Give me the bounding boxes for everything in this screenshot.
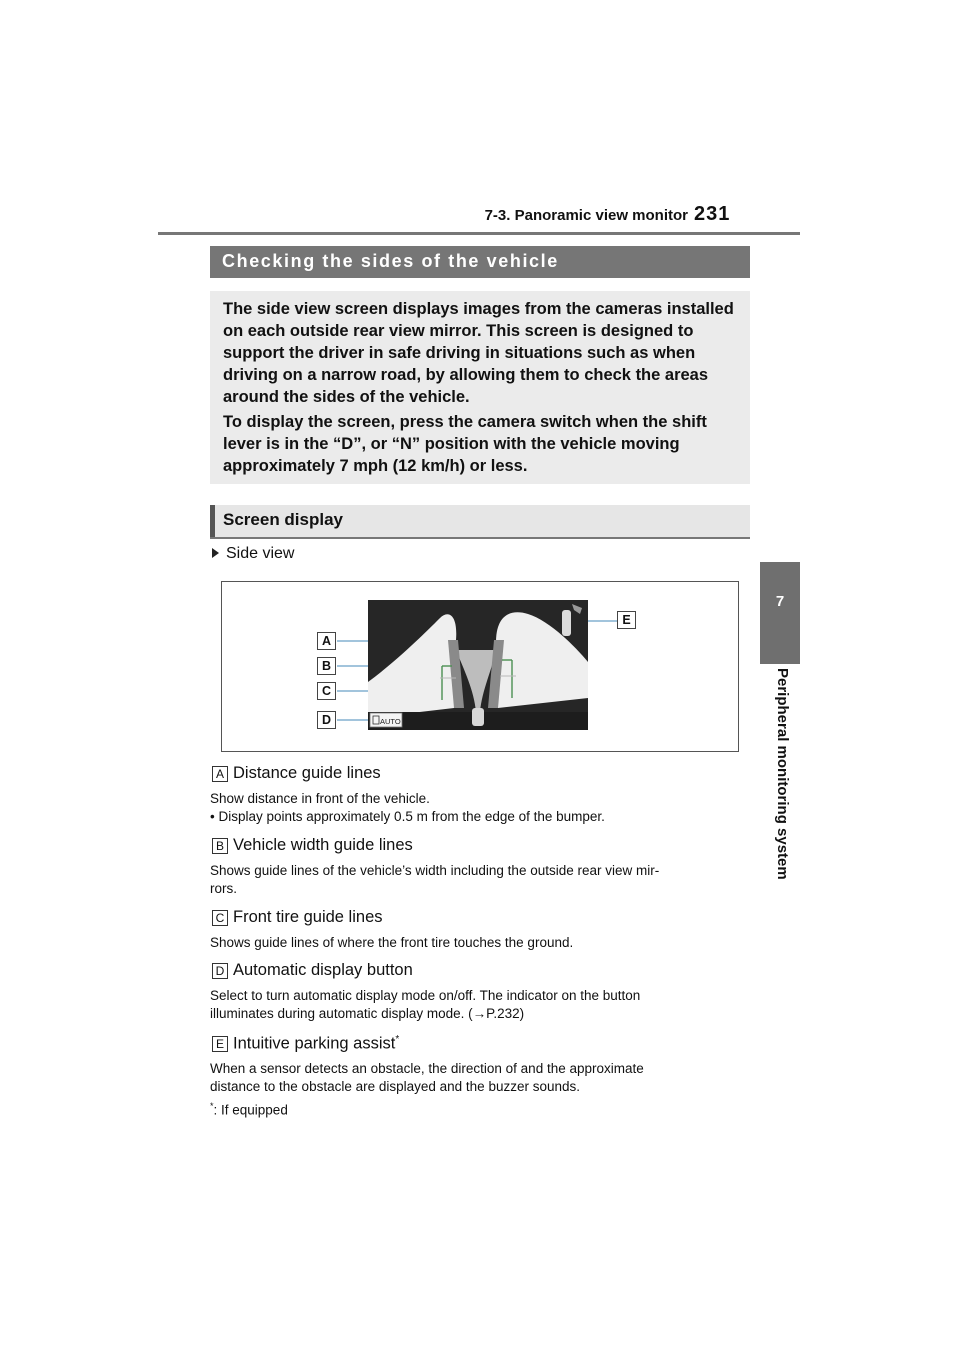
item-a-title: Distance guide lines — [233, 764, 381, 782]
intro-paragraph-1: The side view screen displays images from the cameras installed on each outside rear view mirror. This screen is designed to support the driver in safe driving in situations such as when driving on a narrow road, by allowing them to check the areas around the sides of the vehicle. — [223, 300, 734, 406]
item-d-desc-line-2: illuminates during automatic display mode. (→P.232) — [210, 1006, 525, 1021]
item-b-description — [210, 862, 750, 898]
car-icon — [472, 708, 484, 726]
subsection-title-bar — [210, 505, 750, 537]
parking-assist-car-icon — [562, 610, 571, 636]
item-e-title-wrap — [233, 1034, 399, 1054]
item-c-title: Front tire guide lines — [233, 908, 383, 926]
auto-button-label: AUTO — [380, 717, 401, 726]
item-a-desc-line-1: Show distance in front of the vehicle. — [210, 791, 430, 806]
footnote — [210, 1101, 288, 1118]
item-a-letter: A — [212, 766, 228, 782]
subsection-title: Screen display — [223, 510, 344, 529]
chapter-tab — [760, 562, 800, 664]
item-e-description — [210, 1060, 750, 1096]
item-d-title: Automatic display button — [233, 961, 413, 979]
item-a-desc-line-2: • Display points approximately 0.5 m from the edge of the bumper. — [210, 809, 605, 824]
callout-d: D — [317, 711, 336, 729]
section-title-bar — [210, 246, 750, 278]
item-c-desc-line-1: Shows guide lines of where the front tire touches the ground. — [210, 935, 574, 950]
item-e-title: Intuitive parking assist — [233, 1034, 396, 1053]
triangle-bullet-icon — [212, 548, 219, 558]
item-b-desc-line-1: Shows guide lines of the vehicle’s width including the outside rear view mir- — [210, 863, 660, 878]
item-d-description — [210, 987, 750, 1023]
intro-box — [210, 291, 750, 484]
item-b-desc-line-2: rors. — [210, 881, 237, 896]
intro-paragraph-2: To display the screen, press the camera switch when the shift lever is in the “D”, or “N” position with the vehicle moving approximately 7 mph (12 km/h) or less. — [223, 413, 707, 475]
item-e-desc-line-2: distance to the obstacle are displayed and the buzzer sounds. — [210, 1079, 580, 1094]
item-b-letter: B — [212, 838, 228, 854]
callout-c: C — [317, 682, 336, 700]
item-e-letter: E — [212, 1036, 228, 1052]
chapter-title: Peripheral monitoring system — [774, 668, 791, 880]
item-b-title: Vehicle width guide lines — [233, 836, 413, 854]
view-label-text: Side view — [226, 545, 295, 562]
item-e-desc-line-1: When a sensor detects an obstacle, the direction of and the approximate — [210, 1061, 644, 1076]
subsection-accent — [210, 505, 215, 537]
page-number: 231 — [694, 203, 731, 225]
callout-e: E — [617, 611, 636, 629]
item-d-desc-line-1: Select to turn automatic display mode on/off. The indicator on the button — [210, 988, 641, 1003]
subsection-divider — [210, 537, 750, 539]
item-c-letter: C — [212, 910, 228, 926]
chapter-number: 7 — [775, 593, 785, 610]
callout-b: B — [317, 657, 336, 675]
callout-a: A — [317, 632, 336, 650]
section-header: 7-3. Panoramic view monitor — [484, 207, 688, 224]
footnote-mark: * — [210, 1101, 214, 1111]
side-view-screen — [368, 600, 588, 730]
item-e-footnote-mark: * — [395, 1034, 400, 1045]
header-divider — [158, 232, 800, 235]
item-d-letter: D — [212, 963, 228, 979]
section-title: Checking the sides of the vehicle — [222, 251, 559, 271]
view-label — [212, 545, 294, 563]
item-c-description — [210, 934, 750, 952]
footnote-text: : If equipped — [213, 1102, 288, 1118]
item-a-description — [210, 790, 750, 826]
